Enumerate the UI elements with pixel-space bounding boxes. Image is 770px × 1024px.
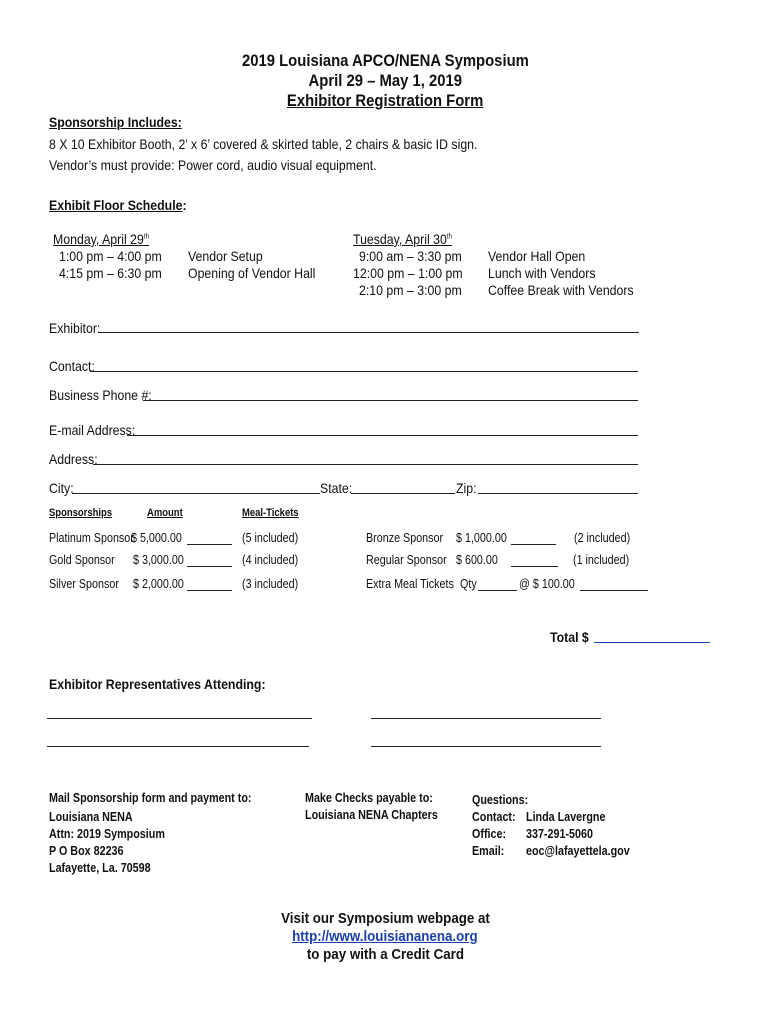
- tuesday-event-2: Lunch with Vendors: [488, 265, 596, 281]
- email-label: E-mail Address:: [49, 422, 136, 438]
- sponsorship-includes-heading: Sponsorship Includes:: [49, 114, 182, 130]
- bronze-amount: $ 1,000.00: [456, 531, 507, 545]
- exhibitor-field[interactable]: [99, 332, 639, 333]
- representative-field-3[interactable]: [47, 746, 309, 747]
- footer-line-2: to pay with a Credit Card: [306, 947, 464, 963]
- extra-meal-qty-field[interactable]: [478, 590, 517, 591]
- col-header-sponsorships: Sponsorships: [49, 507, 113, 519]
- questions-heading: Questions:: [472, 793, 529, 807]
- city-field[interactable]: [72, 493, 320, 494]
- gold-blank[interactable]: [187, 566, 232, 567]
- questions-email-label: Email:: [472, 844, 505, 858]
- representative-field-2[interactable]: [371, 718, 601, 719]
- city-label: City:: [49, 480, 74, 496]
- extra-meal-name: Extra Meal Tickets: [366, 577, 454, 591]
- representatives-heading: Exhibitor Representatives Attending:: [49, 676, 266, 692]
- vendor-provide-line: Vendor’s must provide: Power cord, audio visual equipment.: [49, 157, 377, 173]
- exhibitor-label: Exhibitor:: [49, 320, 101, 336]
- address-label: Address:: [49, 451, 98, 467]
- mail-line-2: Attn: 2019 Symposium: [49, 827, 165, 841]
- footer-line-1: Visit our Symposium webpage at: [280, 911, 490, 927]
- tuesday-time-1: 9:00 am – 3:30 pm: [359, 248, 462, 264]
- mail-line-3: P O Box 82236: [49, 844, 124, 858]
- silver-name: Silver Sponsor: [49, 577, 119, 591]
- silver-blank[interactable]: [187, 590, 232, 591]
- monday-time-2: 4:15 pm – 6:30 pm: [59, 265, 162, 281]
- representative-field-4[interactable]: [371, 746, 601, 747]
- business-phone-label: Business Phone #:: [49, 387, 152, 403]
- tuesday-time-2: 12:00 pm – 1:00 pm: [353, 265, 463, 281]
- footer-link-wrap: [0, 929, 770, 945]
- monday-heading: Monday, April 29th: [53, 231, 150, 247]
- platinum-amount: $ 5,000.00: [131, 531, 182, 545]
- checks-payee: Louisiana NENA Chapters: [305, 808, 438, 822]
- tuesday-heading: Tuesday, April 30th: [353, 231, 452, 247]
- address-field[interactable]: [93, 464, 638, 465]
- gold-meals: (4 included): [242, 553, 299, 567]
- questions-office-value: 337-291-5060: [526, 827, 593, 841]
- email-field[interactable]: [127, 435, 638, 436]
- contact-field[interactable]: [90, 371, 638, 372]
- questions-email-value: eoc@lafayettela.gov: [526, 844, 630, 858]
- form-name: Exhibitor Registration Form: [286, 92, 484, 110]
- tuesday-event-1: Vendor Hall Open: [488, 248, 586, 264]
- schedule-heading: Exhibit Floor Schedule:: [49, 197, 187, 213]
- extra-meal-qty-label: Qty: [460, 577, 477, 591]
- mail-heading: Mail Sponsorship form and payment to:: [49, 791, 252, 805]
- total-label: Total $: [550, 629, 589, 645]
- extra-meal-price: @ $ 100.00: [519, 577, 575, 591]
- gold-name: Gold Sponsor: [49, 553, 115, 567]
- contact-label: Contact:: [49, 358, 95, 374]
- sponsorship-includes-line: 8 X 10 Exhibitor Booth, 2’ x 6’ covered & skirted table, 2 chairs & basic ID sign.: [49, 136, 478, 152]
- questions-contact-value: Linda Lavergne: [526, 810, 606, 824]
- zip-field[interactable]: [478, 493, 638, 494]
- state-label: State:: [320, 480, 353, 496]
- state-field[interactable]: [351, 493, 455, 494]
- event-dates: April 29 – May 1, 2019: [308, 72, 462, 90]
- col-header-amount: Amount: [147, 507, 183, 519]
- representative-field-1[interactable]: [47, 718, 312, 719]
- website-link[interactable]: http://www.louisiananena.org: [292, 929, 478, 945]
- regular-amount: $ 600.00: [456, 553, 498, 567]
- mail-line-4: Lafayette, La. 70598: [49, 861, 151, 875]
- gold-amount: $ 3,000.00: [133, 553, 184, 567]
- monday-event-2: Opening of Vendor Hall: [188, 265, 316, 281]
- questions-contact-label: Contact:: [472, 810, 516, 824]
- total-field[interactable]: [594, 642, 710, 643]
- bronze-blank[interactable]: [511, 544, 556, 545]
- checks-heading: Make Checks payable to:: [305, 791, 433, 805]
- extra-meal-total-field[interactable]: [580, 590, 648, 591]
- silver-meals: (3 included): [242, 577, 299, 591]
- zip-label: Zip:: [456, 480, 477, 496]
- business-phone-field[interactable]: [143, 400, 638, 401]
- platinum-blank[interactable]: [187, 544, 232, 545]
- silver-amount: $ 2,000.00: [133, 577, 184, 591]
- page-title: 2019 Louisiana APCO/NENA Symposium: [241, 52, 529, 70]
- bronze-meals: (2 included): [574, 531, 631, 545]
- bronze-name: Bronze Sponsor: [366, 531, 444, 545]
- tuesday-event-3: Coffee Break with Vendors: [488, 282, 634, 298]
- regular-blank[interactable]: [511, 566, 558, 567]
- regular-name: Regular Sponsor: [366, 553, 447, 567]
- monday-time-1: 1:00 pm – 4:00 pm: [59, 248, 162, 264]
- platinum-meals: (5 included): [242, 531, 299, 545]
- col-header-meal-tickets: Meal-Tickets: [242, 507, 299, 519]
- mail-line-1: Louisiana NENA: [49, 810, 133, 824]
- regular-meals: (1 included): [573, 553, 630, 567]
- platinum-name: Platinum Sponsor: [49, 531, 134, 545]
- monday-event-1: Vendor Setup: [188, 248, 263, 264]
- questions-office-label: Office:: [472, 827, 507, 841]
- tuesday-time-3: 2:10 pm – 3:00 pm: [359, 282, 462, 298]
